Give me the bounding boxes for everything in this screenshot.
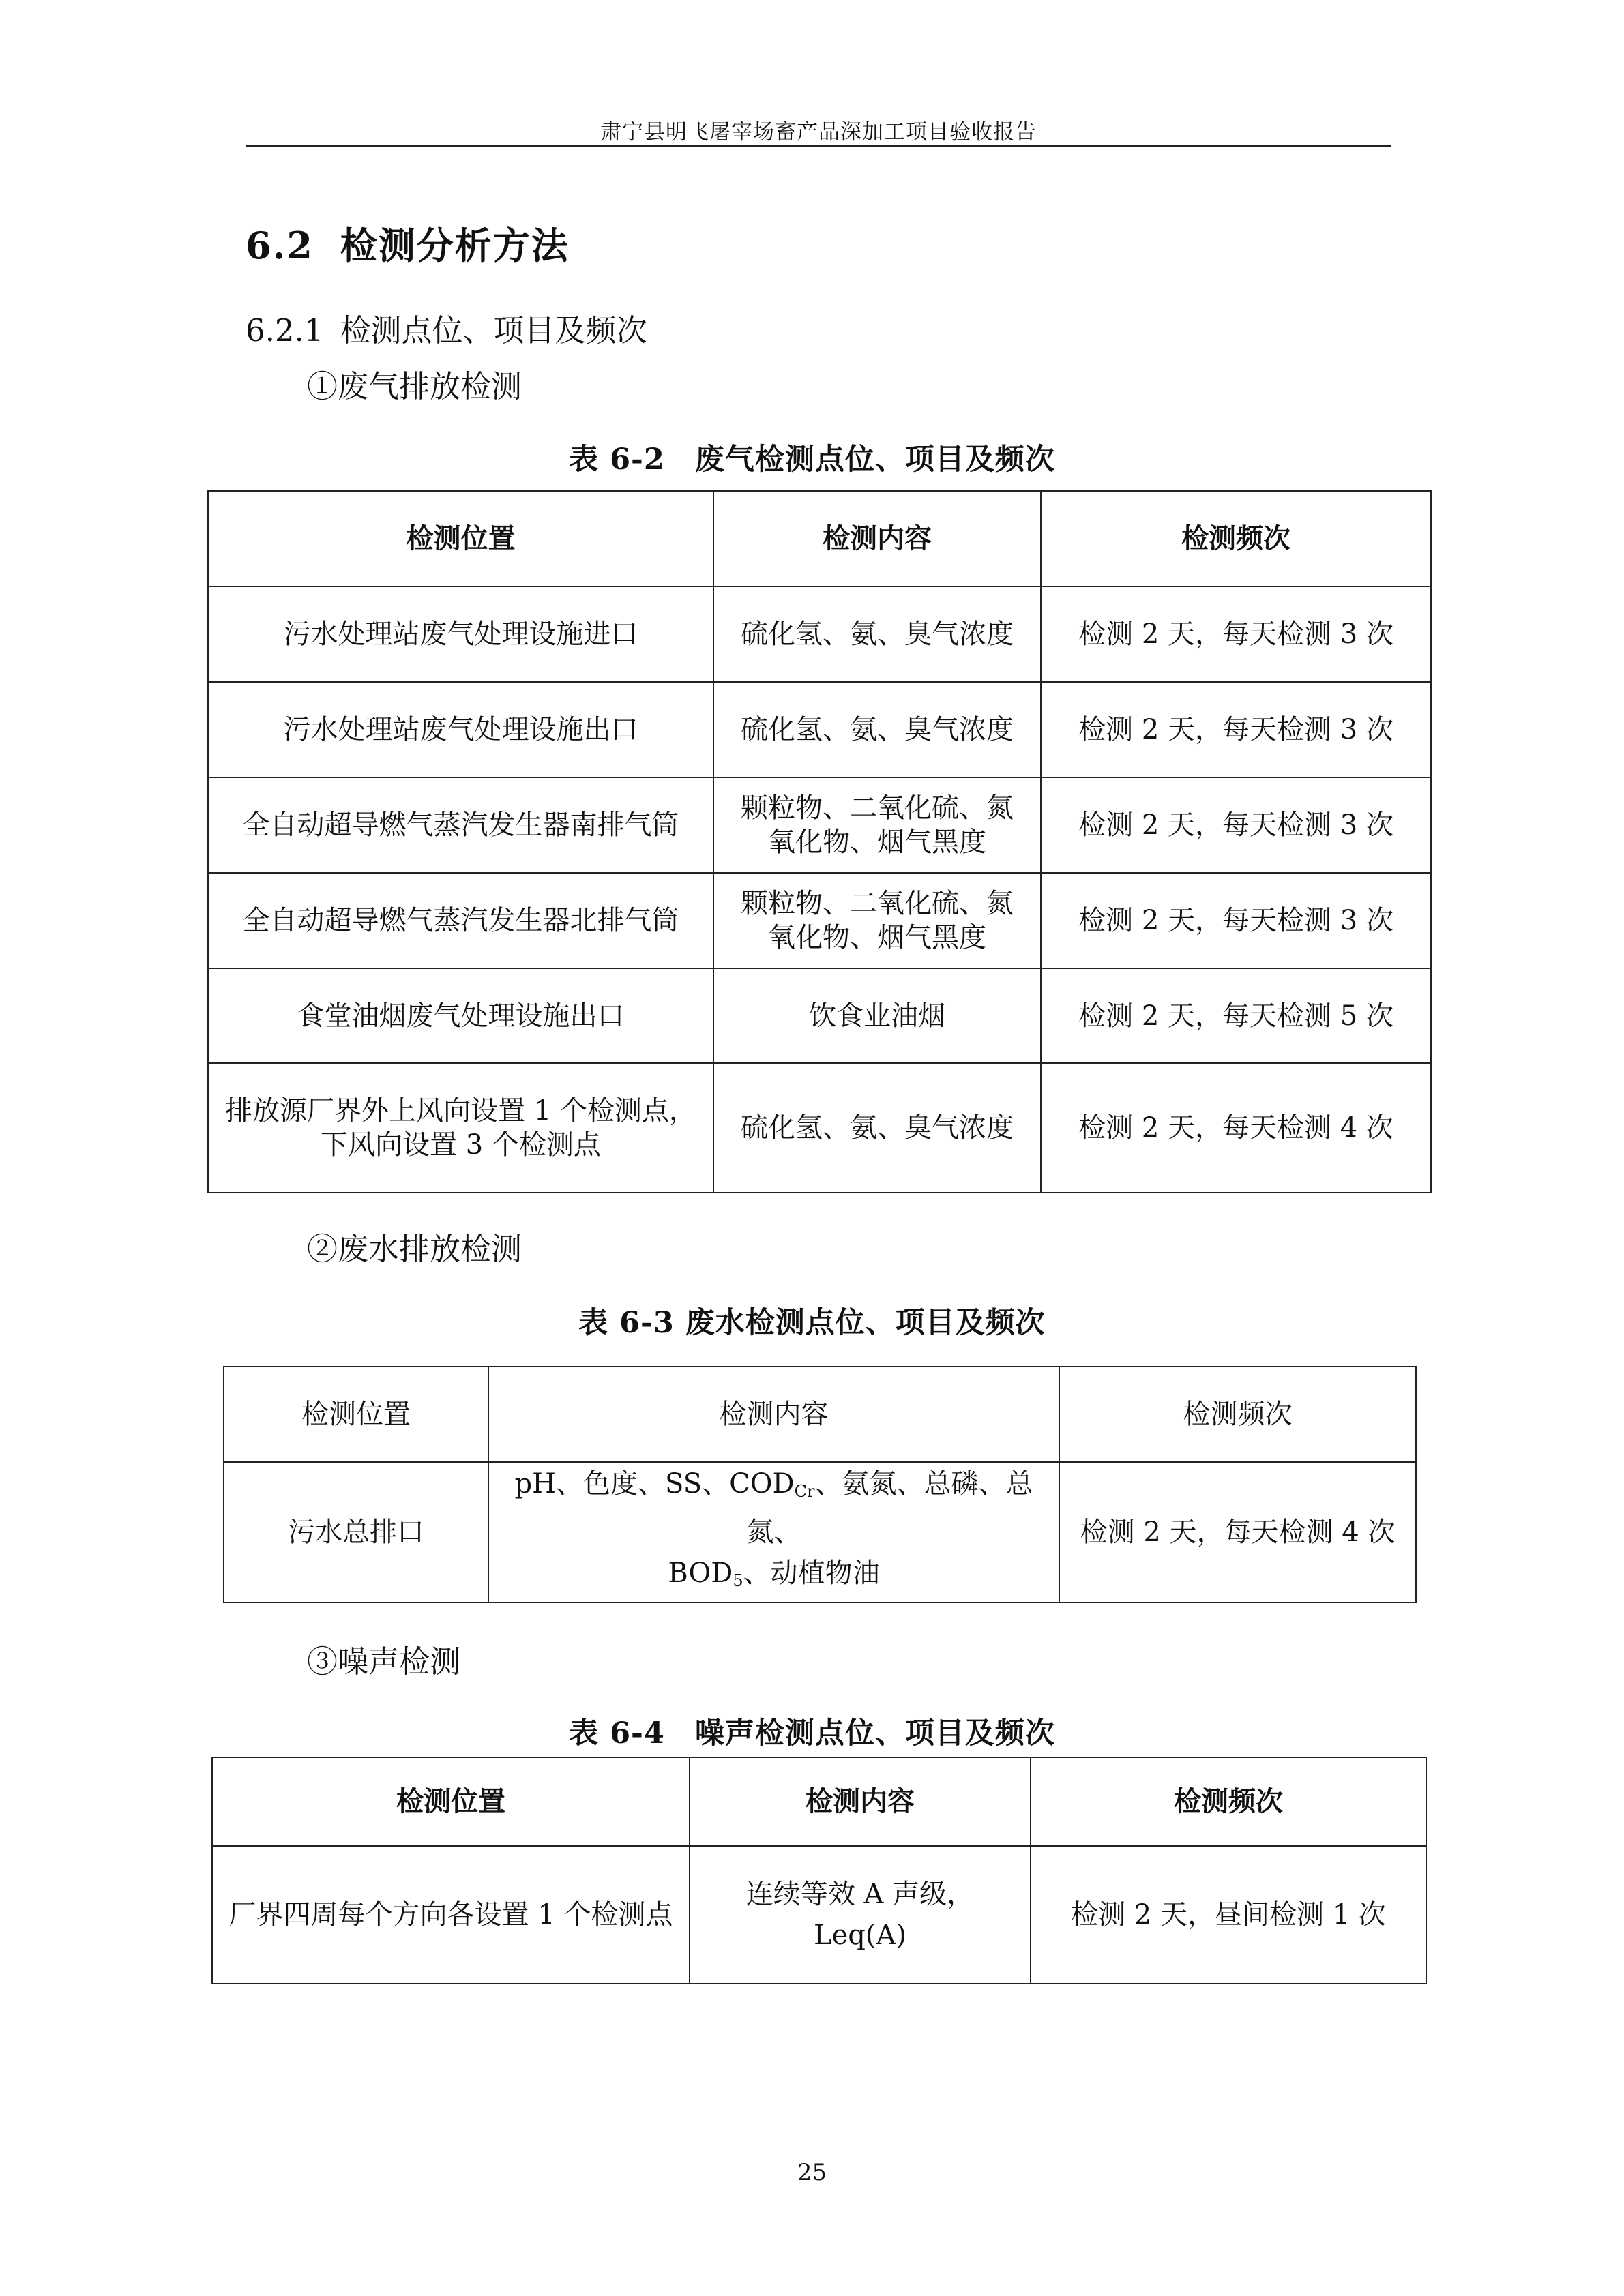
page-number: 25 bbox=[797, 2159, 827, 2186]
table-wastewater-monitoring bbox=[223, 1366, 1417, 1603]
table-cell: 颗粒物、二氧化硫、氮氧化物、烟气黑度 bbox=[713, 873, 1041, 968]
table-row bbox=[208, 682, 1431, 777]
cell-subscript: 5 bbox=[733, 1571, 743, 1590]
header-cell: 检测频次 bbox=[1059, 1367, 1416, 1462]
section-heading bbox=[246, 217, 570, 269]
table-cell: 检测 2 天，每天检测 5 次 bbox=[1041, 968, 1431, 1063]
table-cell bbox=[488, 1462, 1059, 1602]
table-cell: 硫化氢、氨、臭气浓度 bbox=[713, 682, 1041, 777]
header-cell: 检测频次 bbox=[1041, 491, 1431, 586]
table-row bbox=[224, 1462, 1416, 1602]
table-cell: 检测 2 天，每天检测 4 次 bbox=[1041, 1063, 1431, 1193]
header-cell: 检测位置 bbox=[224, 1367, 488, 1462]
header-cell: 检测位置 bbox=[208, 491, 713, 586]
section-title: 检测分析方法 bbox=[340, 224, 570, 267]
table-cell: 饮食业油烟 bbox=[713, 968, 1041, 1063]
table-cell: 污水处理站废气处理设施出口 bbox=[208, 682, 713, 777]
table-6-3-caption: 表 6-3 废水检测点位、项目及频次 bbox=[578, 1306, 1046, 1340]
table-header-row bbox=[224, 1367, 1416, 1462]
table-cell: 排放源厂界外上风向设置 1 个检测点，下风向设置 3 个检测点 bbox=[208, 1063, 713, 1193]
table-cell: 硫化氢、氨、臭气浓度 bbox=[713, 1063, 1041, 1193]
subsection-heading bbox=[246, 305, 647, 350]
section-number: 6.2 bbox=[246, 224, 314, 267]
table-gas-monitoring bbox=[207, 490, 1432, 1193]
cell-text: BOD bbox=[668, 1557, 733, 1589]
table-cell: 检测 2 天，昼间检测 1 次 bbox=[1031, 1846, 1426, 1984]
table-row bbox=[212, 1846, 1426, 1984]
cell-text: 、氨氮、总磷、总氮、 bbox=[746, 1468, 1033, 1548]
table-cell: 检测 2 天，每天检测 3 次 bbox=[1041, 586, 1431, 682]
subsection-title: 检测点位、项目及频次 bbox=[340, 312, 647, 348]
cell-text: pH、色度、SS、COD bbox=[514, 1468, 795, 1500]
item-wastewater-discharge: ②废水排放检测 bbox=[307, 1231, 522, 1267]
item-gas-emission: ①废气排放检测 bbox=[307, 368, 522, 404]
table-cell: 食堂油烟废气处理设施出口 bbox=[208, 968, 713, 1063]
table-cell: 硫化氢、氨、臭气浓度 bbox=[713, 586, 1041, 682]
table-cell: 颗粒物、二氧化硫、氮氧化物、烟气黑度 bbox=[713, 777, 1041, 873]
header-cell: 检测内容 bbox=[488, 1367, 1059, 1462]
header-cell: 检测位置 bbox=[212, 1757, 690, 1846]
header-rule bbox=[246, 145, 1391, 147]
table-6-4-caption: 表 6-4 噪声检测点位、项目及频次 bbox=[569, 1716, 1055, 1750]
table-row bbox=[208, 586, 1431, 682]
table-cell: 检测 2 天，每天检测 3 次 bbox=[1041, 873, 1431, 968]
table-row bbox=[208, 1063, 1431, 1193]
table-row bbox=[208, 968, 1431, 1063]
cell-text: 、动植物油 bbox=[743, 1557, 880, 1589]
table-cell: 检测 2 天，每天检测 3 次 bbox=[1041, 682, 1431, 777]
table-cell: 厂界四周每个方向各设置 1 个检测点 bbox=[212, 1846, 690, 1984]
header-cell: 检测频次 bbox=[1031, 1757, 1426, 1846]
item-noise-monitoring: ③噪声检测 bbox=[307, 1643, 461, 1680]
table-cell: 污水总排口 bbox=[224, 1462, 488, 1602]
table-cell: 连续等效 A 声级，Leq(A) bbox=[690, 1846, 1031, 1984]
table-cell: 检测 2 天，每天检测 4 次 bbox=[1059, 1462, 1416, 1602]
table-noise-monitoring bbox=[211, 1757, 1427, 1984]
table-cell: 全自动超导燃气蒸汽发生器南排气筒 bbox=[208, 777, 713, 873]
cell-subscript: Cr bbox=[794, 1482, 815, 1501]
table-cell: 检测 2 天，每天检测 3 次 bbox=[1041, 777, 1431, 873]
table-cell: 全自动超导燃气蒸汽发生器北排气筒 bbox=[208, 873, 713, 968]
document-header-title: 肃宁县明飞屠宰场畜产品深加工项目验收报告 bbox=[600, 120, 1037, 145]
table-6-2-caption: 表 6-2 废气检测点位、项目及频次 bbox=[569, 443, 1055, 477]
table-header-row bbox=[208, 491, 1431, 586]
header-cell: 检测内容 bbox=[690, 1757, 1031, 1846]
subsection-number: 6.2.1 bbox=[246, 312, 324, 348]
table-header-row bbox=[212, 1757, 1426, 1846]
table-cell: 污水处理站废气处理设施进口 bbox=[208, 586, 713, 682]
header-cell: 检测内容 bbox=[713, 491, 1041, 586]
table-row bbox=[208, 777, 1431, 873]
table-row bbox=[208, 873, 1431, 968]
